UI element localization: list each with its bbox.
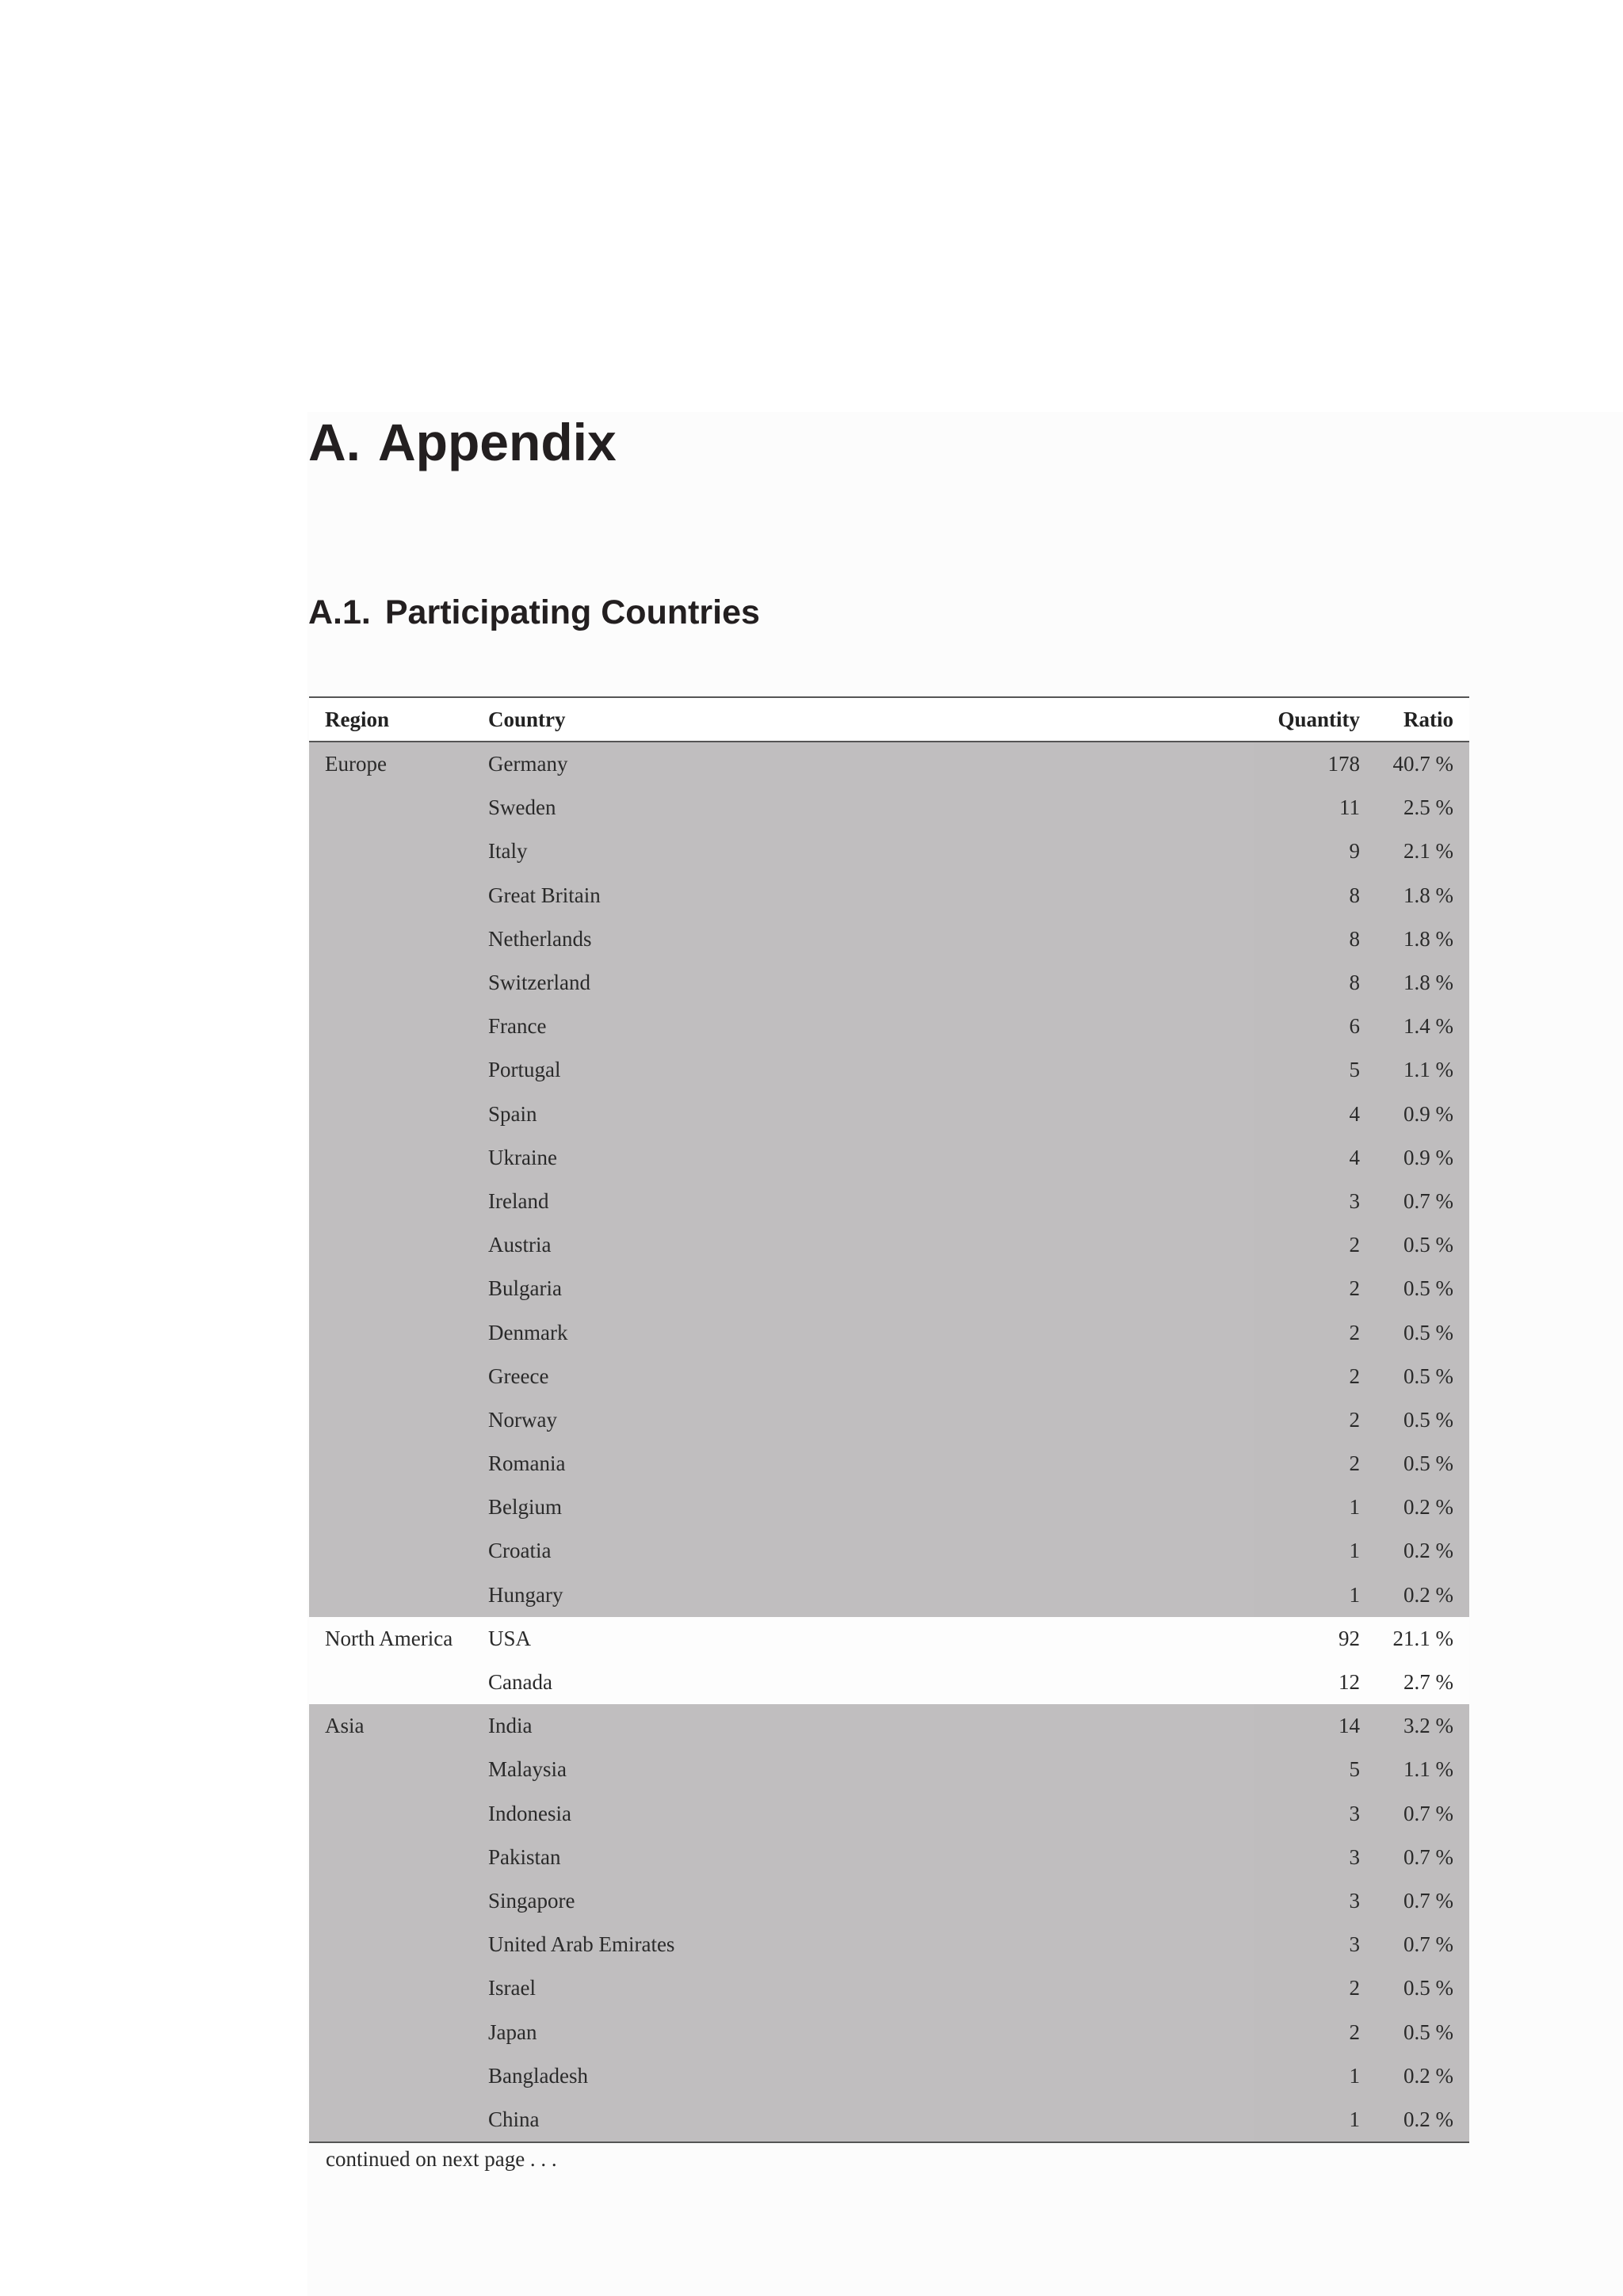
quantity-cell: 3 bbox=[1254, 1180, 1376, 1223]
ratio-cell: 0.5 % bbox=[1376, 2010, 1469, 2054]
region-cell bbox=[309, 1180, 472, 1223]
region-cell bbox=[309, 1792, 472, 1836]
region-cell bbox=[309, 1748, 472, 1791]
quantity-cell: 1 bbox=[1254, 1486, 1376, 1529]
region-cell: North America bbox=[309, 1617, 472, 1661]
region-cell bbox=[309, 1923, 472, 1966]
ratio-cell: 40.7 % bbox=[1376, 742, 1469, 786]
ratio-cell: 21.1 % bbox=[1376, 1617, 1469, 1661]
region-cell bbox=[309, 786, 472, 830]
region-cell: Asia bbox=[309, 1704, 472, 1748]
table-row bbox=[309, 742, 1469, 786]
country-cell: Ukraine bbox=[472, 1136, 1254, 1180]
country-cell: Austria bbox=[472, 1223, 1254, 1267]
country-cell: Japan bbox=[472, 2010, 1254, 2054]
ratio-cell: 0.7 % bbox=[1376, 1836, 1469, 1879]
quantity-cell: 3 bbox=[1254, 1836, 1376, 1879]
country-cell: India bbox=[472, 1704, 1254, 1748]
ratio-cell: 0.7 % bbox=[1376, 1923, 1469, 1966]
region-cell bbox=[309, 874, 472, 917]
table-row bbox=[309, 1966, 1469, 2010]
section-title-text: Participating Countries bbox=[384, 593, 760, 631]
region-cell bbox=[309, 1355, 472, 1398]
country-cell: Bulgaria bbox=[472, 1267, 1254, 1310]
region-cell bbox=[309, 830, 472, 873]
quantity-cell: 1 bbox=[1254, 1529, 1376, 1573]
ratio-cell: 0.2 % bbox=[1376, 2098, 1469, 2142]
quantity-cell: 2 bbox=[1254, 1310, 1376, 1354]
country-cell: Malaysia bbox=[472, 1748, 1254, 1791]
region-cell bbox=[309, 1267, 472, 1310]
quantity-cell: 11 bbox=[1254, 786, 1376, 830]
chapter-title bbox=[308, 413, 617, 471]
section-number: A.1. bbox=[308, 593, 371, 631]
country-cell: Israel bbox=[472, 1966, 1254, 2010]
quantity-cell: 2 bbox=[1254, 1442, 1376, 1486]
quantity-cell: 3 bbox=[1254, 1792, 1376, 1836]
country-cell: Bangladesh bbox=[472, 2054, 1254, 2098]
ratio-cell: 2.1 % bbox=[1376, 830, 1469, 873]
country-cell: Pakistan bbox=[472, 1836, 1254, 1879]
quantity-cell: 1 bbox=[1254, 1573, 1376, 1617]
quantity-cell: 2 bbox=[1254, 2010, 1376, 2054]
table-body bbox=[309, 742, 1469, 2142]
region-cell bbox=[309, 1966, 472, 2010]
table-row bbox=[309, 1836, 1469, 1879]
ratio-cell: 1.1 % bbox=[1376, 1748, 1469, 1791]
country-cell: Greece bbox=[472, 1355, 1254, 1398]
region-cell: Europe bbox=[309, 742, 472, 786]
region-cell bbox=[309, 1442, 472, 1486]
country-cell: Croatia bbox=[472, 1529, 1254, 1573]
ratio-cell: 1.8 % bbox=[1376, 874, 1469, 917]
quantity-cell: 5 bbox=[1254, 1748, 1376, 1791]
country-cell: Romania bbox=[472, 1442, 1254, 1486]
chapter-number: A. bbox=[308, 413, 361, 471]
country-cell: USA bbox=[472, 1617, 1254, 1661]
table-row bbox=[309, 1486, 1469, 1529]
quantity-cell: 14 bbox=[1254, 1704, 1376, 1748]
country-cell: Switzerland bbox=[472, 961, 1254, 1005]
ratio-cell: 2.7 % bbox=[1376, 1661, 1469, 1704]
table-row bbox=[309, 1310, 1469, 1354]
quantity-cell: 4 bbox=[1254, 1136, 1376, 1180]
table-row bbox=[309, 917, 1469, 961]
quantity-cell: 92 bbox=[1254, 1617, 1376, 1661]
continued-note: continued on next page . . . bbox=[326, 2147, 557, 2171]
table-row bbox=[309, 786, 1469, 830]
region-cell bbox=[309, 1661, 472, 1704]
ratio-cell: 1.8 % bbox=[1376, 917, 1469, 961]
ratio-cell: 0.5 % bbox=[1376, 1442, 1469, 1486]
region-cell bbox=[309, 2098, 472, 2142]
region-cell bbox=[309, 1005, 472, 1048]
table-row bbox=[309, 1442, 1469, 1486]
table-row bbox=[309, 2098, 1469, 2142]
ratio-cell: 0.5 % bbox=[1376, 1223, 1469, 1267]
region-cell bbox=[309, 2054, 472, 2098]
country-cell: France bbox=[472, 1005, 1254, 1048]
ratio-cell: 0.2 % bbox=[1376, 1573, 1469, 1617]
ratio-cell: 0.5 % bbox=[1376, 1355, 1469, 1398]
country-cell: Germany bbox=[472, 742, 1254, 786]
region-cell bbox=[309, 1310, 472, 1354]
table-row bbox=[309, 1180, 1469, 1223]
column-header-country: Country bbox=[472, 697, 1254, 742]
participating-countries-table bbox=[309, 696, 1469, 2143]
ratio-cell: 0.9 % bbox=[1376, 1093, 1469, 1136]
table-row bbox=[309, 1573, 1469, 1617]
country-cell: Belgium bbox=[472, 1486, 1254, 1529]
country-cell: Portugal bbox=[472, 1048, 1254, 1092]
country-cell: Ireland bbox=[472, 1180, 1254, 1223]
table-row bbox=[309, 2010, 1469, 2054]
country-cell: Spain bbox=[472, 1093, 1254, 1136]
table-row bbox=[309, 1923, 1469, 1966]
country-cell: Canada bbox=[472, 1661, 1254, 1704]
quantity-cell: 3 bbox=[1254, 1923, 1376, 1966]
table-row bbox=[309, 1093, 1469, 1136]
table-row bbox=[309, 1704, 1469, 1748]
country-cell: Netherlands bbox=[472, 917, 1254, 961]
country-cell: Italy bbox=[472, 830, 1254, 873]
ratio-cell: 1.4 % bbox=[1376, 1005, 1469, 1048]
region-cell bbox=[309, 2010, 472, 2054]
ratio-cell: 0.5 % bbox=[1376, 1310, 1469, 1354]
table-row bbox=[309, 1048, 1469, 1092]
column-header-ratio: Ratio bbox=[1376, 697, 1469, 742]
quantity-cell: 12 bbox=[1254, 1661, 1376, 1704]
table-row bbox=[309, 1398, 1469, 1442]
ratio-cell: 0.2 % bbox=[1376, 2054, 1469, 2098]
ratio-cell: 0.9 % bbox=[1376, 1136, 1469, 1180]
ratio-cell: 0.5 % bbox=[1376, 1398, 1469, 1442]
region-cell bbox=[309, 1048, 472, 1092]
table-header-row bbox=[309, 697, 1469, 742]
table-row bbox=[309, 1355, 1469, 1398]
country-cell: Denmark bbox=[472, 1310, 1254, 1354]
column-header-quantity: Quantity bbox=[1254, 697, 1376, 742]
table-row bbox=[309, 1617, 1469, 1661]
quantity-cell: 2 bbox=[1254, 1966, 1376, 2010]
chapter-title-text: Appendix bbox=[378, 413, 617, 471]
quantity-cell: 2 bbox=[1254, 1355, 1376, 1398]
ratio-cell: 0.2 % bbox=[1376, 1529, 1469, 1573]
table-row bbox=[309, 1661, 1469, 1704]
table-row bbox=[309, 2054, 1469, 2098]
ratio-cell: 0.7 % bbox=[1376, 1879, 1469, 1923]
quantity-cell: 9 bbox=[1254, 830, 1376, 873]
quantity-cell: 2 bbox=[1254, 1223, 1376, 1267]
table-row bbox=[309, 1529, 1469, 1573]
region-cell bbox=[309, 1223, 472, 1267]
ratio-cell: 1.1 % bbox=[1376, 1048, 1469, 1092]
region-cell bbox=[309, 1879, 472, 1923]
table-row bbox=[309, 1136, 1469, 1180]
region-cell bbox=[309, 1529, 472, 1573]
country-cell: Sweden bbox=[472, 786, 1254, 830]
section-title bbox=[308, 593, 760, 631]
quantity-cell: 2 bbox=[1254, 1267, 1376, 1310]
quantity-cell: 5 bbox=[1254, 1048, 1376, 1092]
ratio-cell: 2.5 % bbox=[1376, 786, 1469, 830]
table-row bbox=[309, 874, 1469, 917]
quantity-cell: 8 bbox=[1254, 917, 1376, 961]
column-header-region: Region bbox=[309, 697, 472, 742]
table-row bbox=[309, 1748, 1469, 1791]
quantity-cell: 8 bbox=[1254, 874, 1376, 917]
table-row bbox=[309, 1005, 1469, 1048]
country-cell: China bbox=[472, 2098, 1254, 2142]
quantity-cell: 1 bbox=[1254, 2098, 1376, 2142]
ratio-cell: 0.7 % bbox=[1376, 1180, 1469, 1223]
region-cell bbox=[309, 1486, 472, 1529]
region-cell bbox=[309, 1398, 472, 1442]
table-row bbox=[309, 961, 1469, 1005]
country-cell: Great Britain bbox=[472, 874, 1254, 917]
ratio-cell: 0.5 % bbox=[1376, 1966, 1469, 2010]
region-cell bbox=[309, 1836, 472, 1879]
region-cell bbox=[309, 961, 472, 1005]
table-row bbox=[309, 1223, 1469, 1267]
quantity-cell: 178 bbox=[1254, 742, 1376, 786]
ratio-cell: 0.5 % bbox=[1376, 1267, 1469, 1310]
region-cell bbox=[309, 917, 472, 961]
quantity-cell: 2 bbox=[1254, 1398, 1376, 1442]
quantity-cell: 3 bbox=[1254, 1879, 1376, 1923]
region-cell bbox=[309, 1573, 472, 1617]
quantity-cell: 6 bbox=[1254, 1005, 1376, 1048]
table-row bbox=[309, 1792, 1469, 1836]
ratio-cell: 3.2 % bbox=[1376, 1704, 1469, 1748]
country-cell: Indonesia bbox=[472, 1792, 1254, 1836]
ratio-cell: 0.7 % bbox=[1376, 1792, 1469, 1836]
ratio-cell: 1.8 % bbox=[1376, 961, 1469, 1005]
quantity-cell: 8 bbox=[1254, 961, 1376, 1005]
quantity-cell: 1 bbox=[1254, 2054, 1376, 2098]
ratio-cell: 0.2 % bbox=[1376, 1486, 1469, 1529]
table-row bbox=[309, 830, 1469, 873]
region-cell bbox=[309, 1136, 472, 1180]
region-cell bbox=[309, 1093, 472, 1136]
quantity-cell: 4 bbox=[1254, 1093, 1376, 1136]
table-row bbox=[309, 1879, 1469, 1923]
table-row bbox=[309, 1267, 1469, 1310]
country-cell: Hungary bbox=[472, 1573, 1254, 1617]
country-cell: Singapore bbox=[472, 1879, 1254, 1923]
country-cell: United Arab Emirates bbox=[472, 1923, 1254, 1966]
country-cell: Norway bbox=[472, 1398, 1254, 1442]
